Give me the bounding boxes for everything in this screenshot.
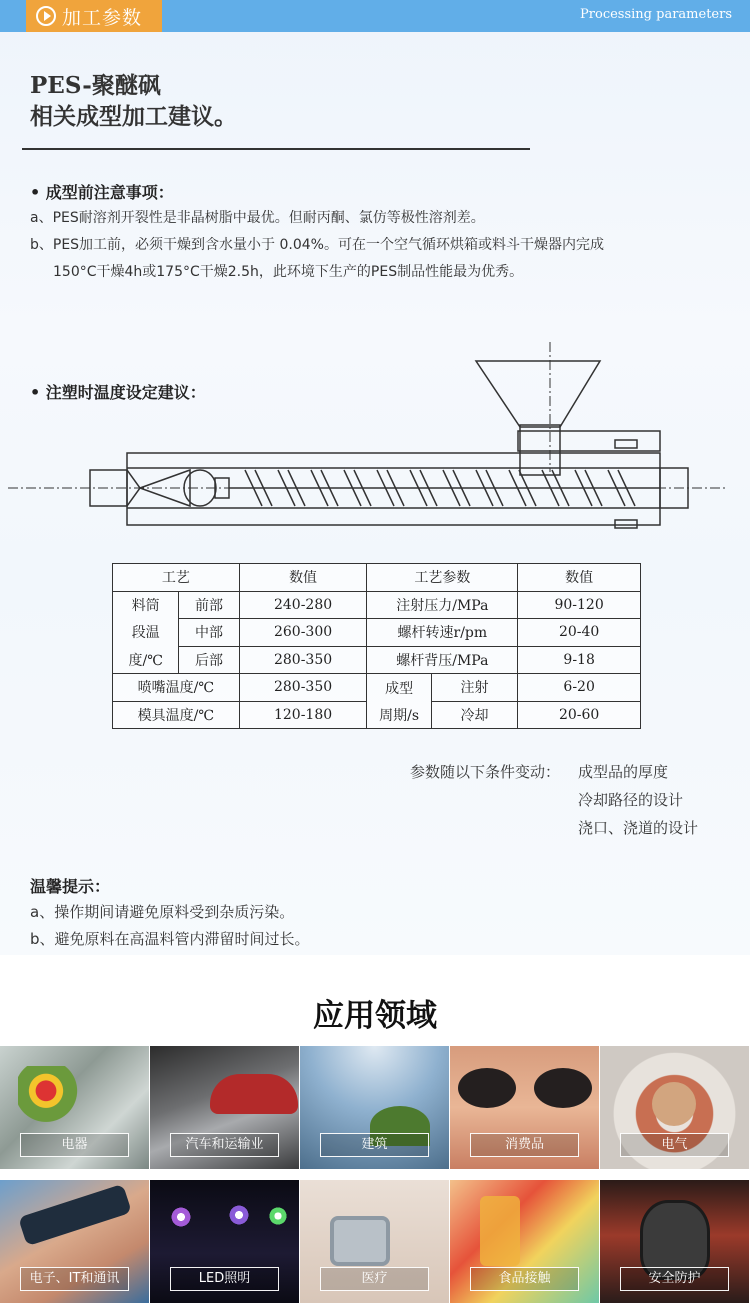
table-cell: 120-180 (239, 701, 367, 729)
application-tile-label: 电子、IT和通讯 (20, 1267, 129, 1291)
injection-machine-diagram (0, 340, 750, 540)
document-title-line1: PES-聚醚砜 (30, 72, 161, 99)
table-cell: 模具温度/℃ (113, 701, 240, 729)
table-cell: 度/℃ (113, 646, 179, 674)
table-cell: 喷嘴温度/℃ (113, 674, 240, 702)
pre-molding-heading: • 成型前注意事项： (30, 183, 174, 202)
phone-hand-photo-icon (18, 1184, 132, 1247)
refrigerator-photo-icon (18, 1066, 88, 1128)
table-cell: 注射 (431, 674, 517, 702)
document-title-line2: 相关成型加工建议。 (30, 103, 237, 130)
application-tile-medical[interactable] (300, 1180, 449, 1303)
sunglasses-photo-icon (458, 1068, 516, 1108)
injection-heading: • 注塑时温度设定建议： (30, 383, 206, 402)
table-cell: 260-300 (239, 619, 367, 647)
table-cell: 料筒 (113, 591, 179, 619)
table-cell: 冷却 (431, 701, 517, 729)
table-header-cell: 数值 (239, 564, 367, 592)
table-cell: 注射压力/MPa (367, 591, 518, 619)
condition-item: 成型品的厚度 (578, 763, 669, 781)
table-cell: 90-120 (518, 591, 641, 619)
applications-title: 应用领域 (313, 998, 437, 1034)
application-tile-label: 医疗 (320, 1267, 429, 1291)
process-parameter-table (112, 563, 641, 729)
table-header-cell: 数值 (518, 564, 641, 592)
table-cell: 后部 (179, 646, 239, 674)
tips-item-b: b、避免原料在高温料管内滞留时间过长。 (30, 930, 310, 948)
condition-item: 冷却路径的设计 (578, 791, 684, 809)
pre-molding-item-b-line2: 150°C干燥4h或175°C干燥2.5h，此环境下生产的PES制品性能最为优秀。 (53, 264, 524, 280)
lower-clamp (615, 520, 637, 528)
table-cell: 280-350 (239, 674, 367, 702)
application-tile-automotive[interactable] (150, 1046, 299, 1169)
application-tile-food-contact[interactable] (450, 1180, 599, 1303)
conditions-label: 参数随以下条件变动： (410, 763, 561, 781)
barrel (127, 453, 660, 525)
table-cell: 中部 (179, 619, 239, 647)
table-row (113, 674, 641, 702)
table-row (113, 619, 641, 647)
section-header-tab (26, 0, 162, 32)
application-tile-electrical[interactable] (600, 1046, 749, 1169)
pre-molding-item-b-line1: b、PES加工前，必须干燥到含水量小于 0.04%。可在一个空气循环烘箱或料斗干燥器内完成 (30, 237, 604, 253)
car-photo-icon (210, 1074, 298, 1114)
table-cell: 前部 (179, 591, 239, 619)
title-divider (22, 148, 530, 150)
smoke-detector-photo-icon (652, 1082, 696, 1126)
table-cell: 段温 (113, 619, 179, 647)
application-tile-electronics[interactable] (0, 1180, 149, 1303)
application-tile-label: 电气 (620, 1133, 729, 1157)
drive-housing (518, 431, 660, 451)
conditions-list (578, 758, 698, 842)
table-cell: 240-280 (239, 591, 367, 619)
medical-device-photo-icon (330, 1216, 390, 1266)
table-row (113, 646, 641, 674)
table-cell: 280-350 (239, 646, 367, 674)
tips-heading: 温馨提示： (30, 877, 111, 896)
application-tile-safety[interactable] (600, 1180, 749, 1303)
application-tile-construction[interactable] (300, 1046, 449, 1169)
table-cell: 周期/s (367, 701, 431, 729)
application-tile-label: 消费品 (470, 1133, 579, 1157)
application-tile-led-lighting[interactable] (150, 1180, 299, 1303)
application-tile-label: 安全防护 (620, 1267, 729, 1291)
table-cell: 9-18 (518, 646, 641, 674)
table-row (113, 591, 641, 619)
application-tile-label: 汽车和运输业 (170, 1133, 279, 1157)
table-row (113, 701, 641, 729)
play-circle-icon (36, 6, 56, 26)
plastic-cups-photo-icon (480, 1196, 520, 1266)
hopper-shape (476, 361, 600, 427)
table-cell: 6-20 (518, 674, 641, 702)
application-tile-appliances[interactable] (0, 1046, 149, 1169)
table-cell: 螺杆背压/MPa (367, 646, 518, 674)
application-tile-label: 电器 (20, 1133, 129, 1157)
tips-item-a: a、操作期间请避免原料受到杂质污染。 (30, 903, 295, 921)
application-tile-consumer[interactable] (450, 1046, 599, 1169)
table-header-cell: 工艺 (113, 564, 240, 592)
table-cell: 成型 (367, 674, 431, 702)
application-tile-label: 食品接触 (470, 1267, 579, 1291)
table-cell: 20-60 (518, 701, 641, 729)
section-header-title: 加工参数 (62, 6, 143, 29)
upper-clamp (615, 440, 637, 448)
section-header-english: Processing parameters (580, 7, 732, 22)
table-row (113, 564, 641, 592)
table-cell: 20-40 (518, 619, 641, 647)
section-header-bar (0, 0, 750, 32)
pre-molding-item-a: a、PES耐溶剂开裂性是非晶树脂中最优。但耐丙酮、氯仿等极性溶剂差。 (30, 210, 485, 226)
table-header-cell: 工艺参数 (367, 564, 518, 592)
condition-item: 浇口、浇道的设计 (578, 819, 699, 837)
application-tile-label: LED照明 (170, 1267, 279, 1291)
document-title (30, 70, 237, 132)
table-cell: 螺杆转速r/pm (367, 619, 518, 647)
led-lamp-photo-icon (170, 1206, 192, 1228)
application-tile-label: 建筑 (320, 1133, 429, 1157)
